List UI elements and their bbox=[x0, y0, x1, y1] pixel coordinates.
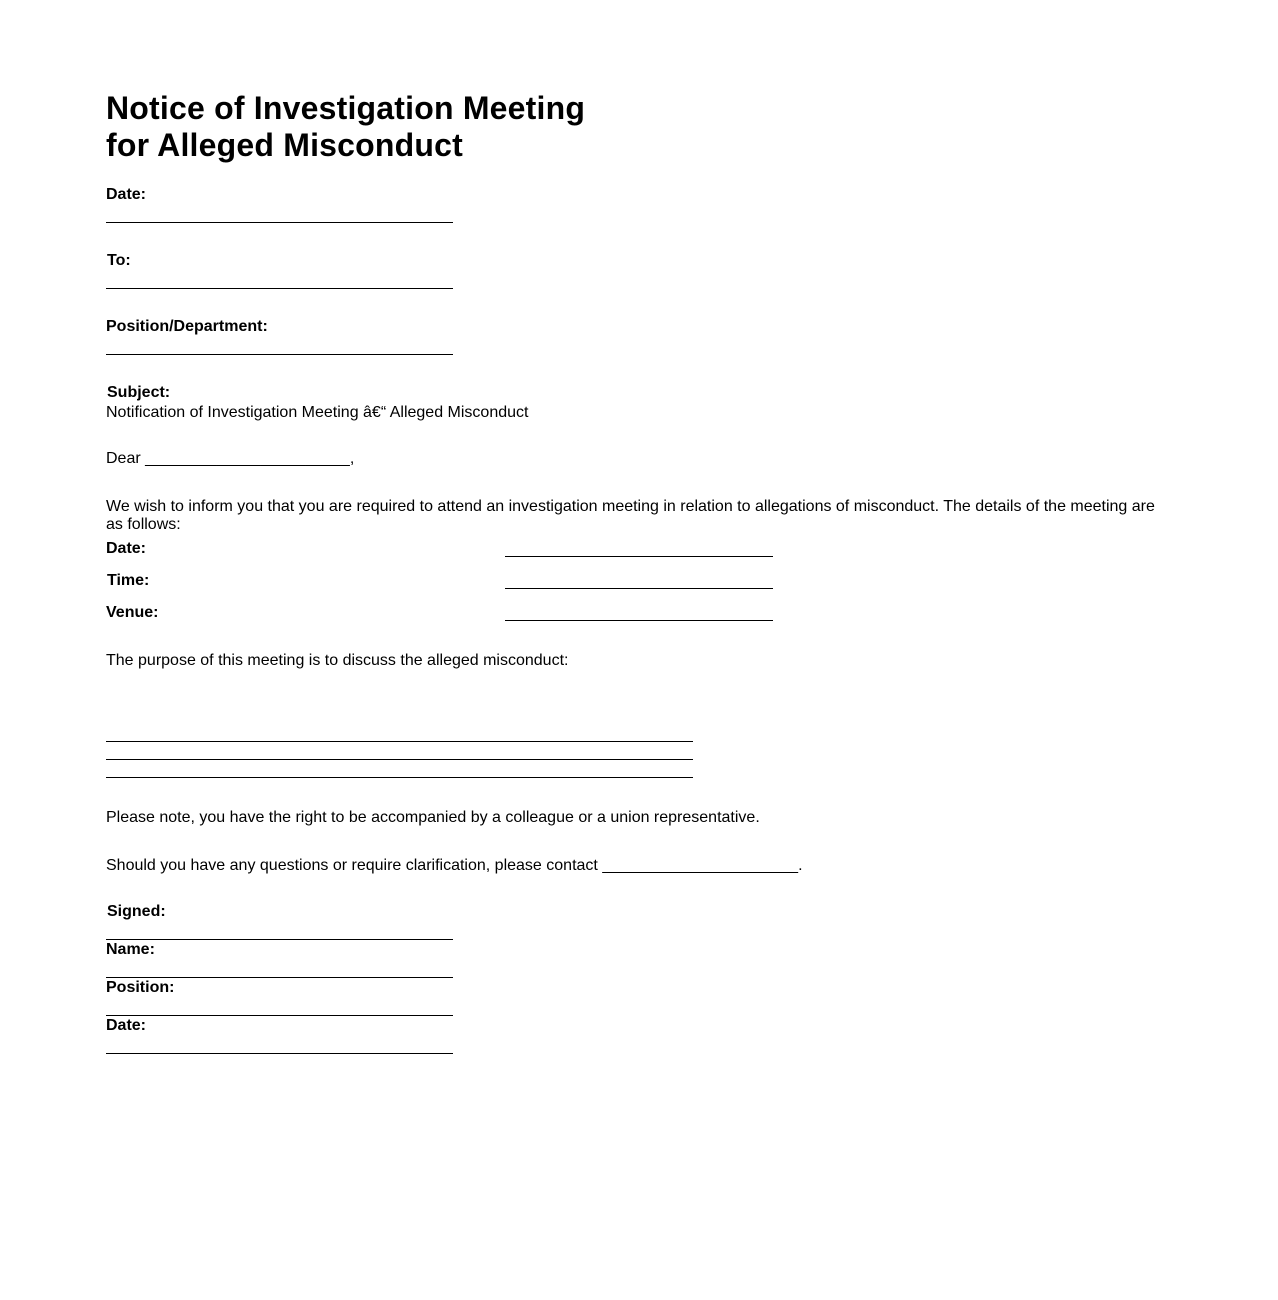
header-to-label: To: bbox=[107, 252, 131, 269]
purpose-text: The purpose of this meeting is to discuss the alleged misconduct: bbox=[106, 652, 569, 669]
accompaniment-note: Please note, you have the right to be accompanied by a colleague or a union representative. bbox=[106, 809, 760, 826]
salutation-suffix: , bbox=[349, 450, 355, 467]
meeting-venue-field[interactable] bbox=[505, 620, 773, 621]
name-field[interactable] bbox=[106, 977, 453, 978]
document-title bbox=[106, 90, 585, 164]
header-position-field[interactable] bbox=[106, 354, 453, 355]
name-label: Name: bbox=[106, 941, 155, 958]
purpose-line-1[interactable] bbox=[106, 741, 693, 742]
purpose-line-3[interactable] bbox=[106, 777, 693, 778]
signed-field[interactable] bbox=[106, 939, 453, 940]
contact-blank[interactable]: ______________________ bbox=[602, 857, 799, 874]
meeting-date-field[interactable] bbox=[505, 556, 773, 557]
contact-suffix: . bbox=[798, 857, 803, 874]
salutation-blank[interactable]: _______________________ bbox=[145, 450, 350, 467]
meeting-time-field[interactable] bbox=[505, 588, 773, 589]
meeting-venue-label: Venue: bbox=[106, 604, 159, 621]
intro-paragraph: We wish to inform you that you are required to attend an investigation meeting in relation to allegations of misconduct. The details of the meeting are as follows: bbox=[106, 498, 1155, 533]
header-date-label: Date: bbox=[106, 186, 147, 203]
meeting-time-label: Time: bbox=[107, 572, 150, 589]
signed-label: Signed: bbox=[107, 903, 166, 920]
position-field[interactable] bbox=[106, 1015, 453, 1016]
title-line-2: for Alleged Misconduct bbox=[106, 127, 464, 163]
header-date-field[interactable] bbox=[106, 222, 453, 223]
salutation bbox=[106, 450, 354, 468]
header-to-field[interactable] bbox=[106, 288, 453, 289]
contact-text: Should you have any questions or require clarification, please contact bbox=[106, 857, 598, 874]
contact-line bbox=[106, 857, 803, 875]
salutation-prefix: Dear bbox=[106, 450, 141, 467]
subject-label: Subject: bbox=[107, 384, 171, 401]
header-position-label: Position/Department: bbox=[106, 318, 268, 335]
subject-text: Notification of Investigation Meeting â€“ Alleged Misconduct bbox=[106, 404, 529, 421]
signature-date-field[interactable] bbox=[106, 1053, 453, 1054]
position-label: Position: bbox=[106, 979, 175, 996]
meeting-date-label: Date: bbox=[106, 540, 147, 557]
title-line-1: Notice of Investigation Meeting bbox=[106, 90, 586, 126]
purpose-line-2[interactable] bbox=[106, 759, 693, 760]
signature-date-label: Date: bbox=[106, 1017, 147, 1034]
